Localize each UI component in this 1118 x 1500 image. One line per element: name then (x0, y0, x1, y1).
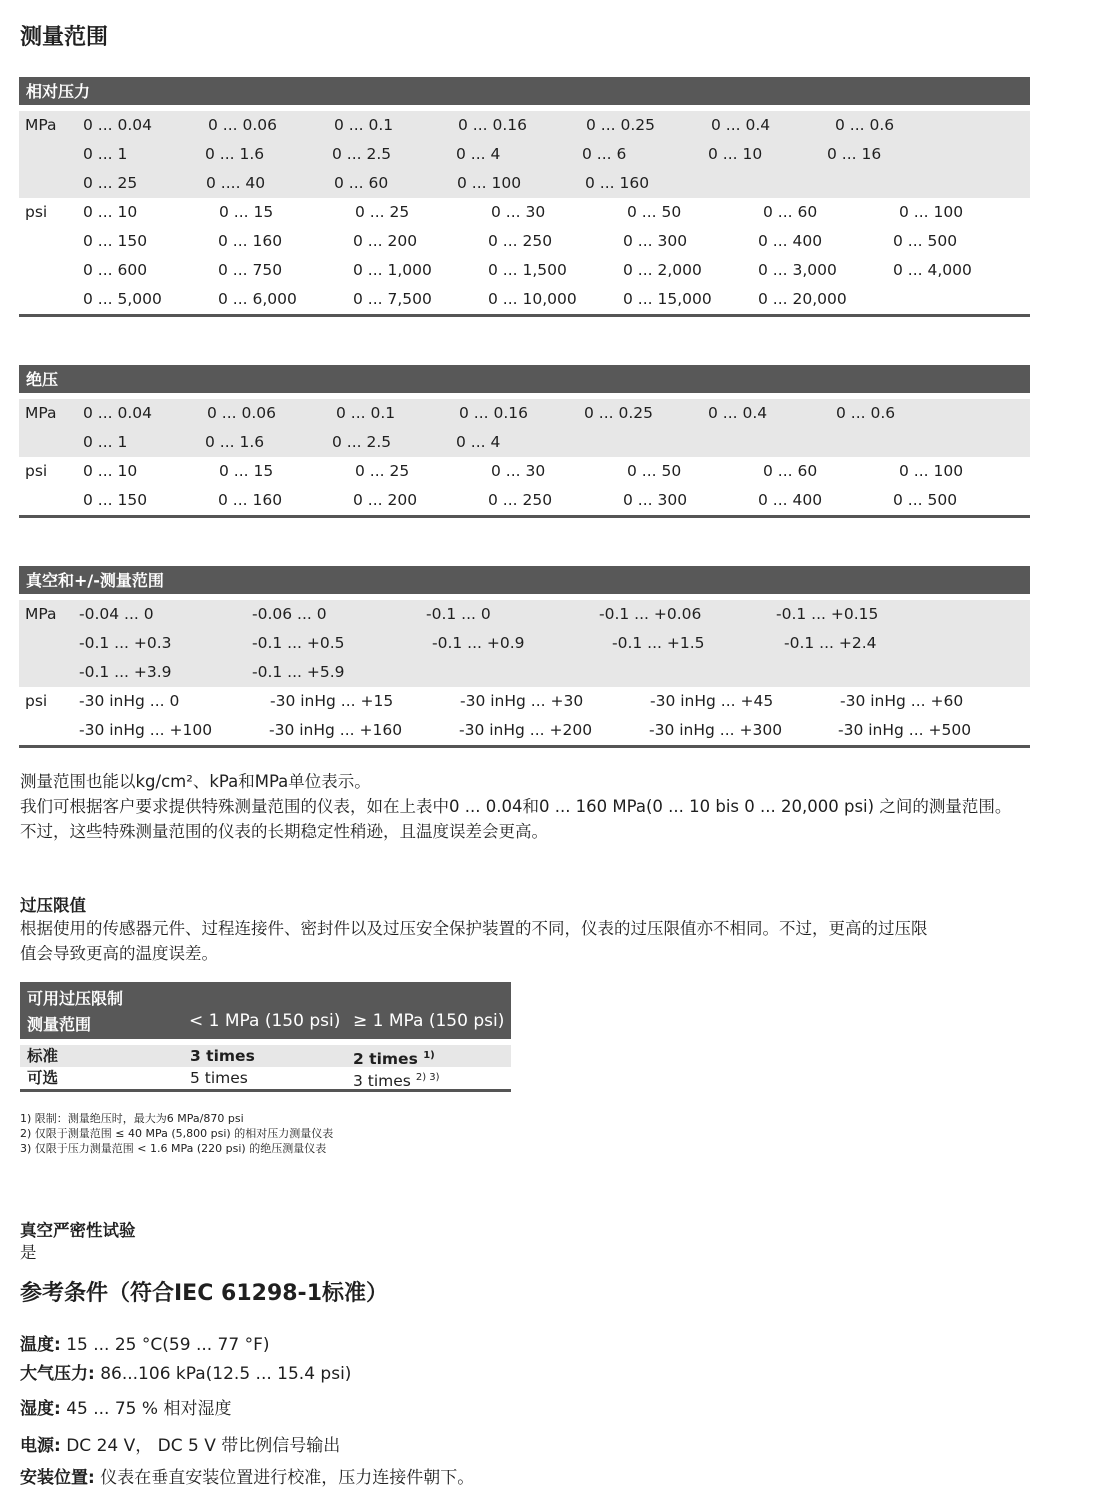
range-cell: 0 ... 0.4 (708, 404, 768, 422)
range-cell: 0 ... 60 (763, 203, 818, 221)
overload-text-line: 值会导致更高的温度误差。 (20, 944, 218, 963)
table-row (19, 716, 1030, 745)
range-cell: 0 ... 0.4 (711, 116, 771, 134)
table-row (19, 140, 1030, 169)
range-cell: 0 ... 0.04 (83, 404, 153, 422)
spec-temperature (20, 1330, 270, 1355)
range-cell: 0 ... 400 (758, 491, 823, 509)
cell-value: 3 times (353, 1072, 411, 1091)
range-cell: 0 ... 150 (83, 232, 148, 250)
vacuum-tightness-title: 真空严密性试验 (20, 1221, 136, 1240)
spec-value: 86...106 kPa(12.5 ... 15.4 psi) (94, 1364, 352, 1384)
range-cell: -0.1 ... +5.9 (252, 663, 345, 681)
cell-value: 2 times (353, 1050, 418, 1069)
spec-value: 15 ... 25 °C(59 ... 77 °F) (60, 1335, 270, 1355)
range-cell: 0 ... 2,000 (623, 261, 702, 279)
range-cell: -30 inHg ... +60 (840, 692, 964, 710)
range-cell: -30 inHg ... +15 (270, 692, 394, 710)
range-cell: 0 ... 3,000 (758, 261, 837, 279)
footnote-ref: 2) 3) (415, 1072, 440, 1083)
range-cell: -0.1 ... +0.9 (432, 634, 525, 652)
table-row (19, 111, 1030, 140)
table-row (20, 1045, 511, 1067)
table-row (19, 256, 1030, 285)
range-cell: -0.1 ... 0 (426, 605, 491, 623)
range-cell: 0 ... 4 (456, 433, 501, 451)
range-cell: 0 ... 4 (456, 145, 501, 163)
range-cell: 0 ... 50 (627, 203, 682, 221)
range-cell: 0 ... 1 (83, 433, 128, 451)
range-cell: 0 ... 1,500 (488, 261, 567, 279)
overload-text-line: 根据使用的传感器元件、过程连接件、密封件以及过压安全保护装置的不同，仪表的过压限值亦不相同。不过，更高的过压限 (20, 919, 928, 938)
range-cell: 0 ... 50 (627, 462, 682, 480)
range-cell: 0 ... 1.6 (205, 433, 265, 451)
range-cell: 0 ... 10,000 (488, 290, 577, 308)
spec-label: 湿度: (20, 1399, 61, 1419)
unit-note: 测量范围也能以kg/cm²、kPa和MPa单位表示。 (20, 772, 371, 791)
spec-value: DC 24 V， DC 5 V 带比例信号输出 (60, 1436, 341, 1456)
page-title: 测量范围 (20, 25, 109, 50)
overload-table-title: 可用过压限制 (27, 989, 124, 1008)
spec-mounting-position (20, 1463, 474, 1488)
range-cell: 0 ... 300 (623, 232, 688, 250)
range-cell: 0 ... 4,000 (893, 261, 972, 279)
range-cell: 0 ... 100 (899, 462, 964, 480)
table-row (20, 1067, 511, 1089)
range-cell: -30 inHg ... +100 (79, 721, 213, 739)
spec-power-supply (20, 1431, 340, 1456)
absolute-pressure-table (19, 365, 1030, 518)
range-cell: -30 inHg ... +160 (269, 721, 403, 739)
table-row (19, 658, 1030, 687)
range-cell: 0 ... 160 (218, 491, 283, 509)
row-label: 标准 (27, 1047, 59, 1065)
range-cell: 0 ... 15,000 (623, 290, 712, 308)
range-cell: 0 ... 300 (623, 491, 688, 509)
table-row (19, 687, 1030, 716)
vacuum-psi-band (19, 687, 1030, 745)
range-cell: 0 ... 500 (893, 491, 958, 509)
range-cell: 0 ... 250 (488, 232, 553, 250)
range-cell: 0 ... 5,000 (83, 290, 162, 308)
spec-label: 温度: (20, 1335, 61, 1355)
stability-note: 不过，这些特殊测量范围的仪表的长期稳定性稍逊，且温度误差会更高。 (20, 822, 548, 841)
overload-table-header (20, 982, 511, 1039)
range-cell: 0 ... 600 (83, 261, 148, 279)
range-cell: 0 ... 100 (457, 174, 522, 192)
spec-label: 大气压力: (20, 1364, 95, 1384)
range-cell: -0.04 ... 0 (79, 605, 154, 623)
relative-pressure-header: 相对压力 (19, 77, 1030, 105)
footnote: 3) 仅限于压力测量范围 < 1.6 MPa (220 psi) 的绝压测量仪表 (20, 1142, 327, 1155)
reference-conditions-title: 参考条件（符合IEC 61298-1标准） (20, 1281, 388, 1306)
range-cell: 0 ... 1,000 (353, 261, 432, 279)
unit-label: MPa (25, 404, 57, 422)
range-cell: 0 ... 1 (83, 145, 128, 163)
row-label: 可选 (27, 1069, 59, 1087)
table-divider (19, 745, 1030, 748)
range-cell: 0 ... 150 (83, 491, 148, 509)
range-cell: -0.1 ... +1.5 (612, 634, 705, 652)
range-cell: 0 ... 30 (491, 462, 546, 480)
range-cell: 0 ... 750 (218, 261, 283, 279)
range-cell: 0 ... 30 (491, 203, 546, 221)
range-cell: -0.1 ... +3.9 (79, 663, 172, 681)
range-cell: 0 ... 60 (763, 462, 818, 480)
footnote-ref: 1) (423, 1050, 435, 1061)
range-cell: 0 ... 15 (219, 203, 274, 221)
range-cell: -30 inHg ... +200 (459, 721, 593, 739)
range-cell: 0 ... 0.25 (584, 404, 654, 422)
relative-psi-band (19, 198, 1030, 314)
table-row (19, 399, 1030, 428)
range-cell: -30 inHg ... +45 (650, 692, 774, 710)
unit-label: psi (25, 203, 48, 221)
unit-label: psi (25, 462, 48, 480)
table-divider (19, 314, 1030, 317)
spec-label: 安装位置: (20, 1468, 95, 1488)
relative-pressure-table (19, 77, 1030, 317)
table-divider (19, 515, 1030, 518)
range-cell: 0 ... 0.25 (586, 116, 656, 134)
range-cell: -0.06 ... 0 (252, 605, 327, 623)
vacuum-mpa-band (19, 600, 1030, 687)
range-cell: 0 ... 250 (488, 491, 553, 509)
range-cell: 0 ... 0.04 (83, 116, 153, 134)
range-cell: 0 ... 0.16 (459, 404, 529, 422)
overload-table (20, 982, 511, 1092)
range-cell: 0 ... 160 (218, 232, 283, 250)
range-cell: 0 ... 15 (219, 462, 274, 480)
range-cell: 0 ... 0.06 (208, 116, 278, 134)
unit-label: MPa (25, 605, 57, 623)
table-row (19, 285, 1030, 314)
footnote: 1) 限制：测量绝压时，最大为6 MPa/870 psi (20, 1112, 244, 1125)
table-cell: 3 times (190, 1047, 255, 1065)
table-row (19, 629, 1030, 658)
spec-value: 仪表在垂直安装位置进行校准，压力连接件朝下。 (94, 1468, 475, 1488)
range-cell: 0 ... 100 (899, 203, 964, 221)
column-header: 测量范围 (27, 1015, 92, 1034)
range-cell: 0 ... 10 (83, 203, 138, 221)
range-cell: -30 inHg ... +300 (649, 721, 783, 739)
range-cell: -0.1 ... +0.15 (776, 605, 879, 623)
range-cell: 0 ... 0.06 (207, 404, 277, 422)
range-cell: 0 ... 25 (355, 462, 410, 480)
table-row (19, 486, 1030, 515)
overload-title: 过压限值 (20, 896, 86, 915)
footnote: 2) 仅限于测量范围 ≤ 40 MPa (5,800 psi) 的相对压力测量仪表 (20, 1127, 334, 1140)
spec-label: 电源: (20, 1436, 61, 1456)
range-cell: 0 ... 0.1 (334, 116, 394, 134)
range-cell: 0 ... 400 (758, 232, 823, 250)
absolute-mpa-band (19, 399, 1030, 457)
range-cell: 0 ... 10 (708, 145, 763, 163)
column-header: < 1 MPa (150 psi) (189, 1011, 341, 1031)
range-cell: -0.1 ... +0.06 (599, 605, 702, 623)
table-cell: 5 times (190, 1069, 248, 1087)
range-cell: 0 ... 16 (827, 145, 882, 163)
range-cell: 0 ... 2.5 (332, 145, 392, 163)
range-cell: -30 inHg ... +30 (460, 692, 584, 710)
range-cell: 0 ... 160 (585, 174, 650, 192)
range-cell: 0 ... 25 (355, 203, 410, 221)
footnotes (20, 1111, 333, 1156)
range-cell: 0 ... 1.6 (205, 145, 265, 163)
unit-label: MPa (25, 116, 57, 134)
range-cell: -0.1 ... +0.5 (252, 634, 345, 652)
vacuum-tightness-value: 是 (20, 1243, 37, 1262)
range-cell: 0 ... 500 (893, 232, 958, 250)
range-cell: 0 ... 0.6 (836, 404, 896, 422)
table-cell (353, 1067, 440, 1092)
spec-value: 45 ... 75 % 相对湿度 (60, 1399, 232, 1419)
table-row (19, 198, 1030, 227)
vacuum-range-table (19, 566, 1030, 748)
unit-label: psi (25, 692, 48, 710)
range-cell: -0.1 ... +0.3 (79, 634, 172, 652)
range-cell: 0 ... 60 (334, 174, 389, 192)
range-cell: -30 inHg ... 0 (79, 692, 180, 710)
range-cell: 0 ... 25 (83, 174, 138, 192)
range-cell: 0 ... 200 (353, 232, 418, 250)
range-cell: 0 ... 6 (582, 145, 627, 163)
range-cell: 0 ... 0.6 (835, 116, 895, 134)
table-row (19, 457, 1030, 486)
table-row (19, 227, 1030, 256)
range-cell: 0 ... 2.5 (332, 433, 392, 451)
column-header: ≥ 1 MPa (150 psi) (353, 1011, 505, 1031)
absolute-psi-band (19, 457, 1030, 515)
table-row (19, 600, 1030, 629)
range-cell: 0 ... 7,500 (353, 290, 432, 308)
absolute-pressure-header: 绝压 (19, 365, 1030, 393)
range-cell: 0 ... 6,000 (218, 290, 297, 308)
range-cell: -0.1 ... +2.4 (784, 634, 877, 652)
vacuum-range-header: 真空和+/-测量范围 (19, 566, 1030, 594)
range-cell: 0 ... 10 (83, 462, 138, 480)
range-cell: 0 ... 20,000 (758, 290, 847, 308)
table-row (19, 428, 1030, 457)
relative-mpa-band (19, 111, 1030, 198)
spec-humidity (20, 1394, 231, 1419)
table-row (19, 169, 1030, 198)
range-cell: 0 ... 0.1 (336, 404, 396, 422)
range-cell: 0 .... 40 (206, 174, 266, 192)
range-cell: 0 ... 200 (353, 491, 418, 509)
spec-atmospheric-pressure (20, 1359, 351, 1384)
special-range-note: 我们可根据客户要求提供特殊测量范围的仪表，如在上表中0 ... 0.04和0 ... 160 MPa(0 ... 10 bis 0 ... 20,000 psi) 之间的测量范围。 (20, 797, 1012, 816)
range-cell: -30 inHg ... +500 (838, 721, 972, 739)
range-cell: 0 ... 0.16 (458, 116, 528, 134)
